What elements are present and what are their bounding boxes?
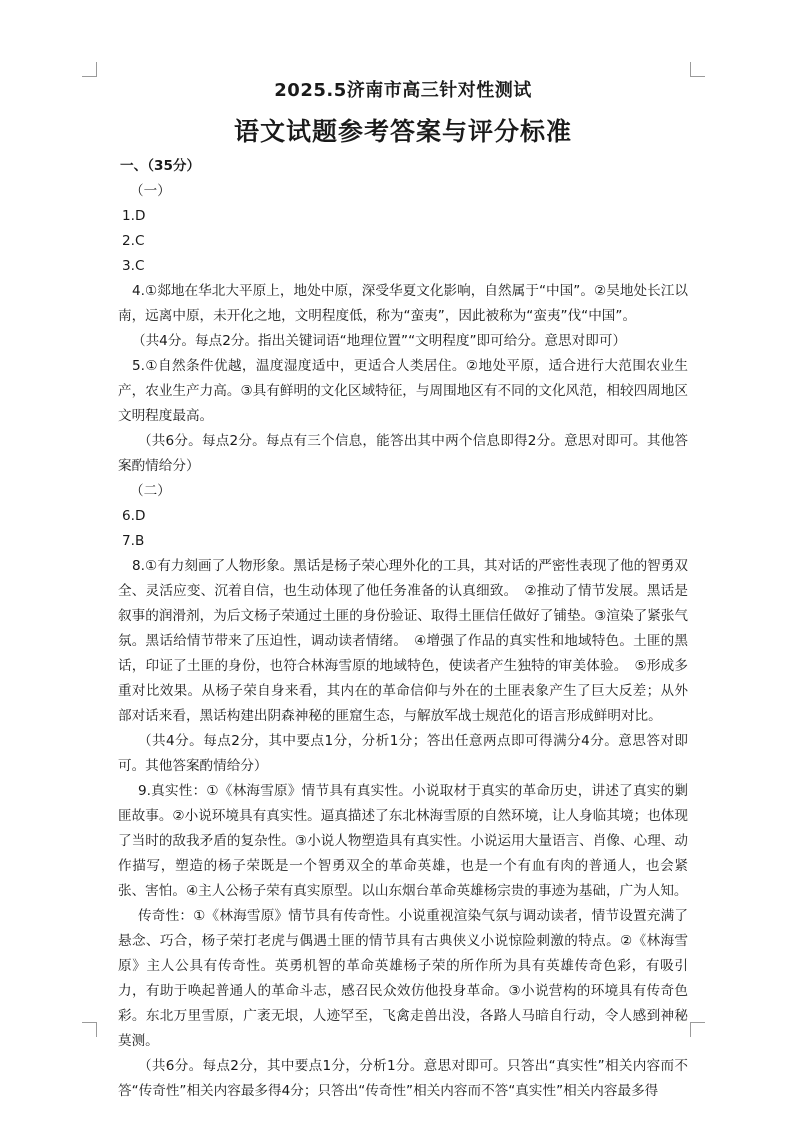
part-heading-1: （一） xyxy=(130,183,171,199)
answer-q1: 1.D xyxy=(122,208,146,224)
crop-mark-top-right xyxy=(690,62,705,77)
crop-mark-top-left xyxy=(82,62,97,77)
answer-q8: 8.①有力刻画了人物形象。黑话是杨子荣心理外化的工具，其对话的严密性表现了他的智勇双全、灵活应变、沉着自信，也生动体现了他任务准备的认真细致。 ②推动了情节发展。黑话是叙事的润滑剂，为后文杨子荣通过土匪的身份验证、取得土匪信任做好了铺垫。③渲染了紧张气氛。黑话给情节带来了压迫性，调动读者情绪。 ④增强了作品的真实性和地域特色。土匪的黑话，印证了土匪的身份，也符合林海雪原的地域特色，使读者产生独特的审美体验。 ⑤形成多重对比效果。从杨子荣自身来看，其内在的革命信仰与外在的土匪表象产生了巨大反差；从外部对话来看，黑话构建出阴森神秘的匪窟生态，与解放军战士规范化的语言形成鲜明对比。 xyxy=(118,558,688,724)
section-heading: 一、（35分） xyxy=(120,158,201,174)
answer-q2: 2.C xyxy=(122,233,145,249)
scoring-note-q9: （共6分。每点2分，其中要点1分，分析1分。意思对即可。只答出“真实性”相关内容而不答“传奇性”相关内容最多得4分；只答出“传奇性”相关内容而不答“真实性”相关内容最多得 xyxy=(118,1058,688,1099)
crop-mark-bottom-left xyxy=(82,1022,97,1037)
document-title: 语文试题参考答案与评分标准 xyxy=(233,117,572,146)
answer-q9-legend: 传奇性：①《林海雪原》情节具有传奇性。小说重视渲染气氛与调动读者，情节设置充满了悬念、巧合，杨子荣打老虎与偶遇土匪的情节具有古典侠义小说惊险刺激的特点。②《林海雪原》主人公具有传奇性。英勇机智的革命英雄杨子荣的所作所为具有英雄传奇色彩，有吸引力，有助于唤起普通人的革命斗志，感召民众效仿他投身革命。③小说营构的环境具有传奇色彩。东北万里雪原，广袤无垠，人迹罕至，飞禽走兽出没，各路人马暗自行动，令人感到神秘莫测。 xyxy=(118,908,688,1049)
answer-q4: 4.①郯地在华北大平原上，地处中原，深受华夏文化影响，自然属于“中国”。②吴地处长江以南，远离中原，未开化之地，文明程度低，称为“蛮夷”，因此被称为“蛮夷”伐“中国”。 xyxy=(118,283,688,324)
part-heading-2: （二） xyxy=(130,483,171,499)
answer-q3: 3.C xyxy=(122,258,145,274)
scoring-note-q8: （共4分。每点2分，其中要点1分，分析1分；答出任意两点即可得满分4分。意思答对即可。其他答案酌情给分） xyxy=(118,733,688,774)
answer-q7: 7.B xyxy=(122,533,145,549)
scoring-note-q4: （共4分。每点2分。指出关键词语“地理位置”“文明程度”即可给分。意思对即可） xyxy=(132,333,627,349)
answer-q9-realism: 9.真实性：①《林海雪原》情节具有真实性。小说取材于真实的革命历史，讲述了真实的剿匪故事。②小说环境具有真实性。逼真描述了东北林海雪原的自然环境，让人身临其境；也体现了当时的敌我矛盾的复杂性。③小说人物塑造具有真实性。小说运用大量语言、肖像、心理、动作描写，塑造的杨子荣既是一个智勇双全的革命英雄，也是一个有血有肉的普通人，也会紧张、害怕。④主人公杨子荣有真实原型。以山东烟台革命英雄杨宗贵的事迹为基础，广为人知。 xyxy=(118,783,688,899)
answer-q6: 6.D xyxy=(122,508,146,524)
exam-title: 2025.5济南市高三针对性测试 xyxy=(274,80,532,101)
answer-q5: 5.①自然条件优越，温度湿度适中，更适合人类居住。②地处平原，适合进行大范围农业生产，农业生产力高。③具有鲜明的文化区域特征，与周围地区有不同的文化风范，相较四周地区文明程度最高。 xyxy=(118,358,688,424)
crop-mark-bottom-right xyxy=(690,1022,705,1037)
scoring-note-q5: （共6分。每点2分。每点有三个信息，能答出其中两个信息即得2分。意思对即可。其他答案酌情给分） xyxy=(118,433,688,474)
document-page xyxy=(118,76,688,1104)
